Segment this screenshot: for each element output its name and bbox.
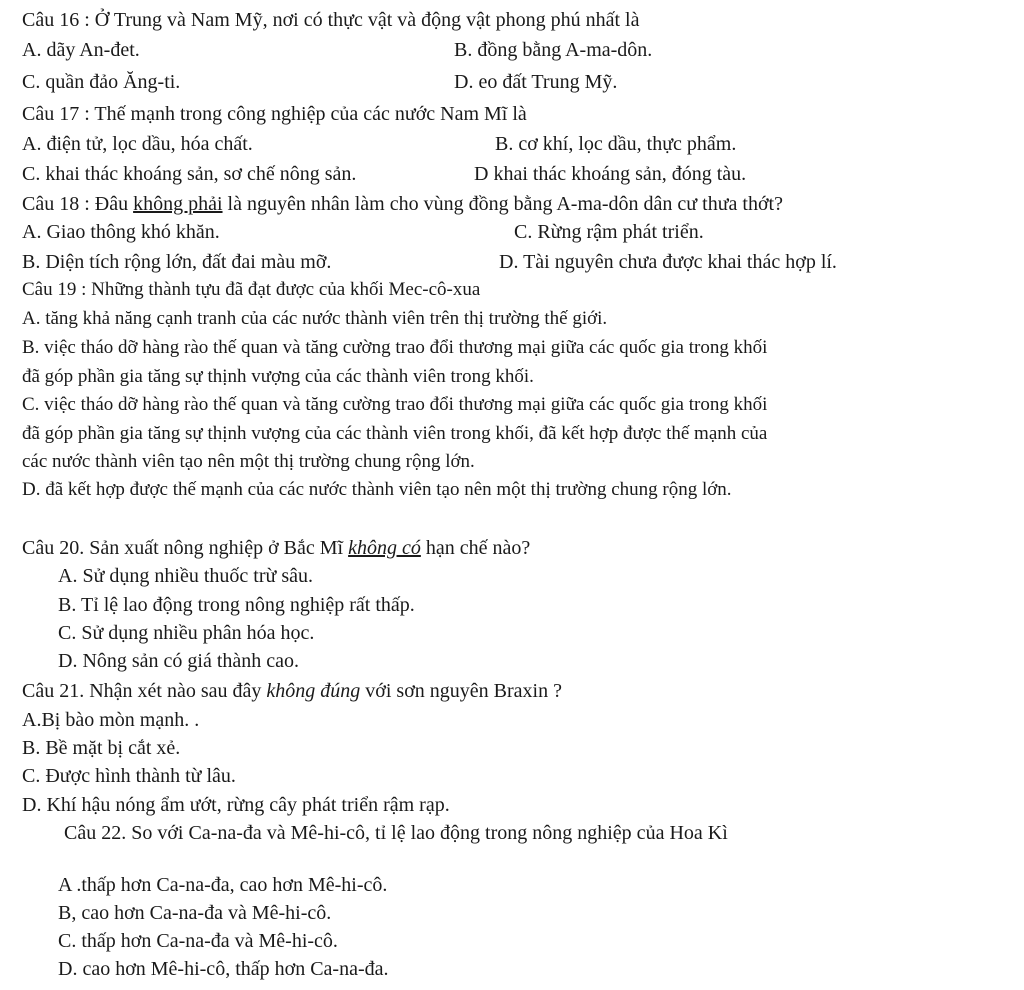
- q16-option-d: D. eo đất Trung Mỹ.: [454, 71, 618, 93]
- q17-option-d: D khai thác khoáng sản, đóng tàu.: [474, 163, 747, 185]
- q19-stem: Câu 19 : Những thành tựu đã đạt được của khối Mec-cô-xua: [22, 279, 481, 300]
- q19-option-a: A. tăng khả năng cạnh tranh của các nước thành viên trên thị trường thế giới.: [22, 308, 608, 329]
- q18-option-d: D. Tài nguyên chưa được khai thác hợp lí.: [499, 251, 837, 273]
- q21-option-b: B. Bề mặt bị cắt xẻ.: [22, 737, 181, 759]
- q20-stem-post: hạn chế nào?: [420, 537, 531, 559]
- q20-option-a: A. Sử dụng nhiều thuốc trừ sâu.: [58, 565, 313, 587]
- q17-option-a: A. điện tử, lọc dầu, hóa chất.: [22, 133, 253, 155]
- q18-stem-post: là nguyên nhân làm cho vùng đồng bằng A-ma-dôn dân cư thưa thớt?: [222, 193, 783, 215]
- q17-stem: Câu 17 : Thế mạnh trong công nghiệp của các nước Nam Mĩ là: [22, 103, 527, 125]
- q22-option-a: A .thấp hơn Ca-na-đa, cao hơn Mê-hi-cô.: [58, 874, 388, 896]
- q21-option-c: C. Được hình thành từ lâu.: [22, 765, 236, 787]
- q18-stem: [22, 192, 783, 216]
- q20-option-c: C. Sử dụng nhiều phân hóa học.: [58, 622, 315, 644]
- q16-stem: Câu 16 : Ở Trung và Nam Mỹ, nơi có thực vật và động vật phong phú nhất là: [22, 9, 640, 31]
- q20-stem-pre: Câu 20. Sản xuất nông nghiệp ở Bắc Mĩ: [22, 537, 349, 559]
- q22-stem: Câu 22. So với Ca-na-đa và Mê-hi-cô, tỉ lệ lao động trong nông nghiệp của Hoa Kì: [64, 822, 728, 844]
- q19-option-d: D. đã kết hợp được thế mạnh của các nước thành viên tạo nên một thị trường chung rộng lớn.: [22, 479, 732, 500]
- q21-stem-emphasis: không đúng: [266, 680, 361, 702]
- q18-option-a: A. Giao thông khó khăn.: [22, 221, 220, 243]
- q18-stem-emphasis: không phải: [133, 193, 223, 215]
- q21-stem-pre: Câu 21. Nhận xét nào sau đây: [22, 680, 267, 702]
- q19-option-c-line2: đã góp phần gia tăng sự thịnh vượng của các thành viên trong khối, đã kết hợp được thế mạnh của: [22, 423, 768, 444]
- q19-option-c-line1: C. việc tháo dỡ hàng rào thế quan và tăng cường trao đổi thương mại giữa các quốc gia trong khối: [22, 394, 768, 415]
- q22-option-c: C. thấp hơn Ca-na-đa và Mê-hi-cô.: [58, 930, 338, 952]
- q16-option-a: A. dãy An-đet.: [22, 39, 140, 61]
- q21-option-d: D. Khí hậu nóng ẩm ướt, rừng cây phát triển rậm rạp.: [22, 794, 450, 816]
- q18-option-b: B. Diện tích rộng lớn, đất đai màu mỡ.: [22, 251, 332, 273]
- q18-option-c: C. Rừng rậm phát triển.: [514, 221, 704, 243]
- q20-option-b: B. Tỉ lệ lao động trong nông nghiệp rất thấp.: [58, 594, 415, 616]
- q18-stem-pre: Câu 18 : Đâu: [22, 193, 134, 215]
- q20-option-d: D. Nông sản có giá thành cao.: [58, 650, 300, 672]
- q16-option-c: C. quần đảo Ăng-ti.: [22, 71, 181, 93]
- q21-option-a: A.Bị bào mòn mạnh. .: [22, 709, 200, 731]
- q17-option-b: B. cơ khí, lọc dầu, thực phẩm.: [495, 133, 737, 155]
- q21-stem-post: với sơn nguyên Braxin ?: [360, 680, 562, 702]
- q20-stem-emphasis: không có: [348, 537, 421, 559]
- q19-option-b-line2: đã góp phần gia tăng sự thịnh vượng của các thành viên trong khối.: [22, 366, 534, 387]
- q19-option-b-line1: B. việc tháo dỡ hàng rào thế quan và tăng cường trao đổi thương mại giữa các quốc gia trong khối: [22, 337, 768, 358]
- q21-stem: [22, 679, 562, 703]
- q22-option-b: B, cao hơn Ca-na-đa và Mê-hi-cô.: [58, 902, 332, 924]
- q16-option-b: B. đồng bằng A-ma-dôn.: [454, 39, 653, 61]
- q19-option-c-line3: các nước thành viên tạo nên một thị trường chung rộng lớn.: [22, 451, 475, 472]
- q20-stem: [22, 536, 530, 560]
- q22-option-d: D. cao hơn Mê-hi-cô, thấp hơn Ca-na-đa.: [58, 958, 389, 980]
- q17-option-c: C. khai thác khoáng sản, sơ chế nông sản.: [22, 163, 357, 185]
